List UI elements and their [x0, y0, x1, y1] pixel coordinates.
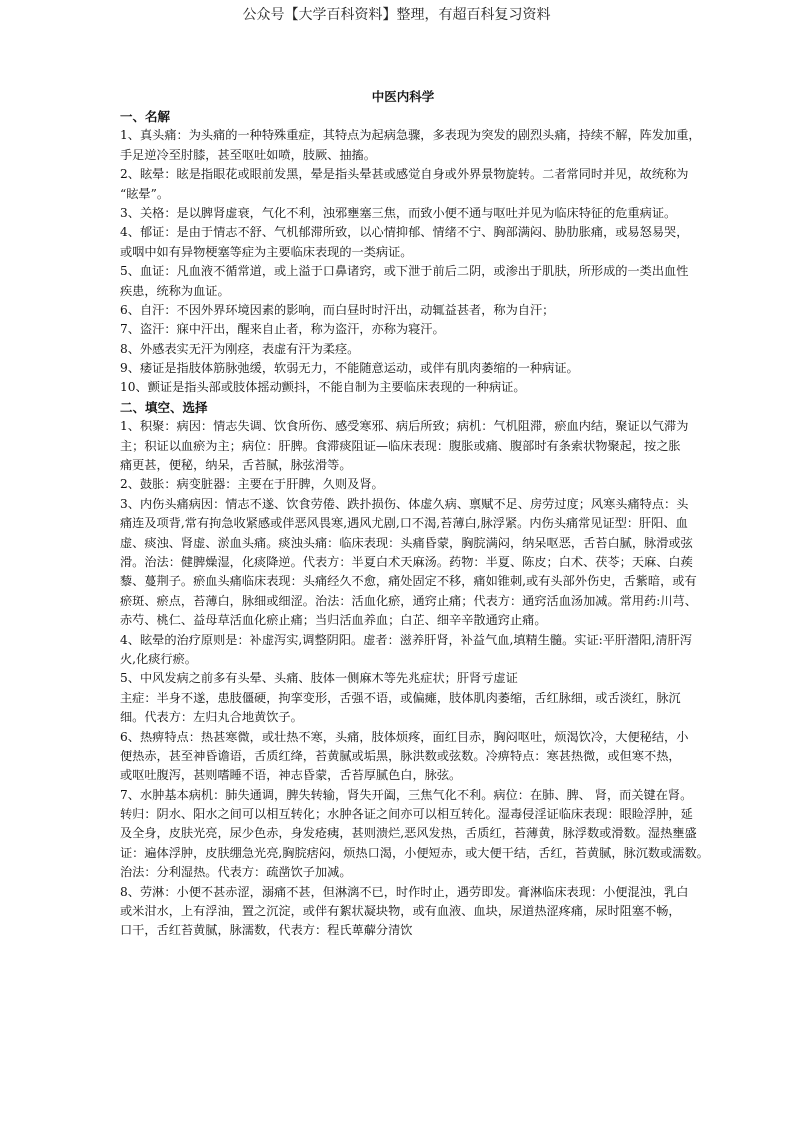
text-line: 2、鼓胀：病变脏器：主要在于肝脾，久则及肾。	[120, 477, 384, 492]
paragraph	[120, 631, 692, 670]
paragraph	[120, 262, 689, 301]
header-note: 公众号【大学百科资料】整理，有超百科复习资料	[242, 7, 551, 23]
text-line: 5、中风发病之前多有头晕、头痛、肢体一侧麻木等先兆症状；肝肾亏虚证	[120, 671, 518, 686]
paragraph	[120, 340, 676, 359]
text-line: 8、劳淋：小便不甚赤涩，溺痛不甚，但淋漓不已，时作时止，遇劳即发。膏淋临床表现：小便混浊，乳白	[120, 884, 689, 899]
text-line: 瘀斑、瘀点，苔薄白，脉细或细涩。治法：活血化瘀，通窍止痛；代表方：通窍活血汤加减。常用药:川芎、	[120, 593, 697, 608]
text-line: 藜、蔓荆子。瘀血头痛临床表现：头痛经久不愈，痛处固定不移，痛如锥刺,或有头部外伤史，舌紫暗，或有	[120, 574, 697, 589]
text-line: 7、水肿基本病机：肺失通调，脾失转输，肾失开阖，三焦气化不利。病位：在肺、脾、 肾，而关键在肾。	[120, 787, 693, 802]
text-line: 2、眩晕：眩是指眼花或眼前发黑，晕是指头晕甚或感觉自身或外界景物旋转。二者常同时并见，故统称为	[120, 167, 689, 182]
paragraph	[120, 320, 676, 339]
text-line: 细。代表方：左归丸合地黄饮子。	[120, 710, 303, 725]
text-line: 10、颤证是指头部或肢体摇动颤抖，不能自制为主要临床表现的一种病证。	[120, 380, 526, 395]
text-line: 痛更甚，便秘，纳呆，舌苔腻，脉弦滑等。	[120, 458, 352, 473]
text-line: 疾患，统称为血证。	[120, 283, 230, 298]
paragraph	[120, 863, 676, 882]
text-line: 4、郁证：是由于情志不舒、气机郁滞所致，以心情抑郁、情绪不宁、胸部满闷、胁肋胀痛，或易怒易哭，	[120, 225, 689, 240]
document-body	[120, 87, 709, 941]
text-line: 证：遍体浮肿，皮肤绷急光亮,胸脘痞闷，烦热口渴，小便短赤，或大便干结，舌红，苔黄腻，脉沉数或濡数。	[120, 845, 709, 860]
text-line: 或咽中如有异物梗塞等症为主要临床表现的一类病证。	[120, 244, 413, 259]
text-line: 9、痿证是指肢体筋脉弛缓，软弱无力，不能随意运动，或伴有肌肉萎缩的一种病证。	[120, 361, 579, 376]
paragraph	[120, 126, 701, 165]
text-line: “眩晕”。	[120, 186, 170, 201]
text-line: 7、盗汗：寐中汗出，醒来自止者，称为盗汗，亦称为寝汗。	[120, 322, 445, 337]
sections-container	[120, 107, 709, 941]
text-line: 火,化痰行瘀。	[120, 651, 197, 666]
text-line: 虚、痰浊、肾虚、淤血头痛。痰浊头痛：临床表现：头痛昏蒙，胸脘满闷，纳呆呕恶，舌苔白腻，脉滑或弦	[120, 535, 693, 550]
paragraph	[120, 689, 681, 728]
text-line: 便热赤，甚至神昏谵语，舌质红绛，苔黄腻或垢黑，脉洪数或弦数。冷痹特点：寒甚热微，或但寒不热，	[120, 748, 681, 763]
paragraph	[120, 728, 689, 786]
text-line: 3、关格：是以脾肾虚衰，气化不利，浊邪壅塞三焦，而致小便不通与呕吐并见为临床特征的危重病证。	[120, 205, 677, 220]
text-line: 口干，舌红苔黄腻，脉濡数，代表方：程氏萆薢分清饮	[120, 923, 413, 938]
text-line: 手足逆冷至肘膝，甚至呕吐如喷，肢厥、抽搐。	[120, 147, 376, 162]
text-line: 转归：阴水、阳水之间可以相互转化；水肿各证之间亦可以相互转化。湿毒侵淫证临床表现：眼睑浮肿，延	[120, 807, 693, 822]
text-line: 1、真头痛：为头痛的一种特殊重症，其特点为起病急骤，多表现为突发的剧烈头痛，持续不解，阵发加重，	[120, 128, 701, 143]
paragraph	[120, 786, 709, 864]
text-line: 5、血证：凡血液不循常道，或上溢于口鼻诸窍，或下泄于前后二阴，或渗出于肌肤，所形成的一类出血性	[120, 264, 689, 279]
section	[120, 107, 701, 398]
text-line: 或呕吐腹泻，甚则嗜睡不语，神志昏蒙，舌苔厚腻色白，脉弦。	[120, 768, 462, 783]
text-line: 3、内伤头痛病因：情志不遂、饮食劳倦、跌扑损伤、体虚久病、禀赋不足、房劳过度；风寒头痛特点：头	[120, 496, 689, 511]
text-line: 主症：半身不遂，患肢僵硬，拘挛变形，舌强不语，或偏瘫，肢体肌肉萎缩，舌红脉细，或舌淡红，脉沉	[120, 690, 681, 705]
section-heading: 一、名解	[120, 109, 171, 124]
section	[120, 398, 709, 941]
text-line: 4、眩晕的治疗原则是：补虚泻实,调整阴阳。虚者：滋养肝肾，补益气血,填精生髓。实证:平肝潜阳,清肝泻	[120, 632, 692, 647]
paragraph	[120, 378, 676, 397]
text-line: 滑。治法：健脾燥湿，化痰降逆。代表方：半夏白术天麻汤。药物：半夏、陈皮；白术、茯苓；天麻、白蒺	[120, 554, 693, 569]
paragraph	[120, 359, 676, 378]
text-line: 8、外感表实无汗为刚痉，表虚有汗为柔痉。	[120, 341, 360, 356]
text-line: 主；积证以血瘀为主；病位：肝脾。食滞痰阻证—临床表现：腹胀或痛、腹部时有条索状物聚起，按之胀	[120, 438, 681, 453]
paragraph	[120, 165, 689, 204]
paragraph	[120, 417, 689, 475]
paragraph	[120, 495, 697, 631]
text-line: 痛连及项背,常有拘急收紧感或伴恶风畏寒,遇风尤剧,口不渴,苔薄白,脉浮紧。内伤头痛常见证型：肝阳、血	[120, 516, 688, 531]
paragraph	[120, 204, 676, 223]
document-title: 中医内科学	[371, 89, 435, 104]
paragraph	[120, 669, 676, 688]
text-line: 治法：分利湿热。代表方：疏凿饮子加减。	[120, 865, 352, 880]
paragraph	[120, 883, 689, 941]
text-line: 6、热痹特点：热甚寒微，或壮热不寒，头痛，肢体烦疼，面红目赤，胸闷呕吐，烦渴饮冷，大便秘结，小	[120, 729, 689, 744]
text-line: 及全身，皮肤光亮，尿少色赤，身发疮痍，甚则溃烂,恶风发热，舌质红，苔薄黄，脉浮数或滑数。湿热壅盛	[120, 826, 697, 841]
text-line: 1、积聚：病因：情志失调、饮食所伤、感受寒邪、病后所致；病机：气机阻滞，瘀血内结，聚证以气滞为	[120, 419, 689, 434]
text-line: 或米泔水，上有浮油，置之沉淀，或伴有絮状凝块物，或有血液、血块，尿道热涩疼痛，尿时阻塞不畅，	[120, 904, 681, 919]
section-heading: 二、填空、选择	[120, 399, 208, 415]
paragraph	[120, 223, 689, 262]
paragraph	[120, 475, 676, 494]
text-line: 6、自汗：不因外界环境因素的影响，而白昼时时汗出，动辄益甚者，称为自汗；	[120, 302, 555, 317]
paragraph	[120, 301, 676, 320]
text-line: 赤芍、桃仁、益母草活血化瘀止痛；当归活血养血；白芷、细辛辛散通窍止痛。	[120, 613, 547, 628]
